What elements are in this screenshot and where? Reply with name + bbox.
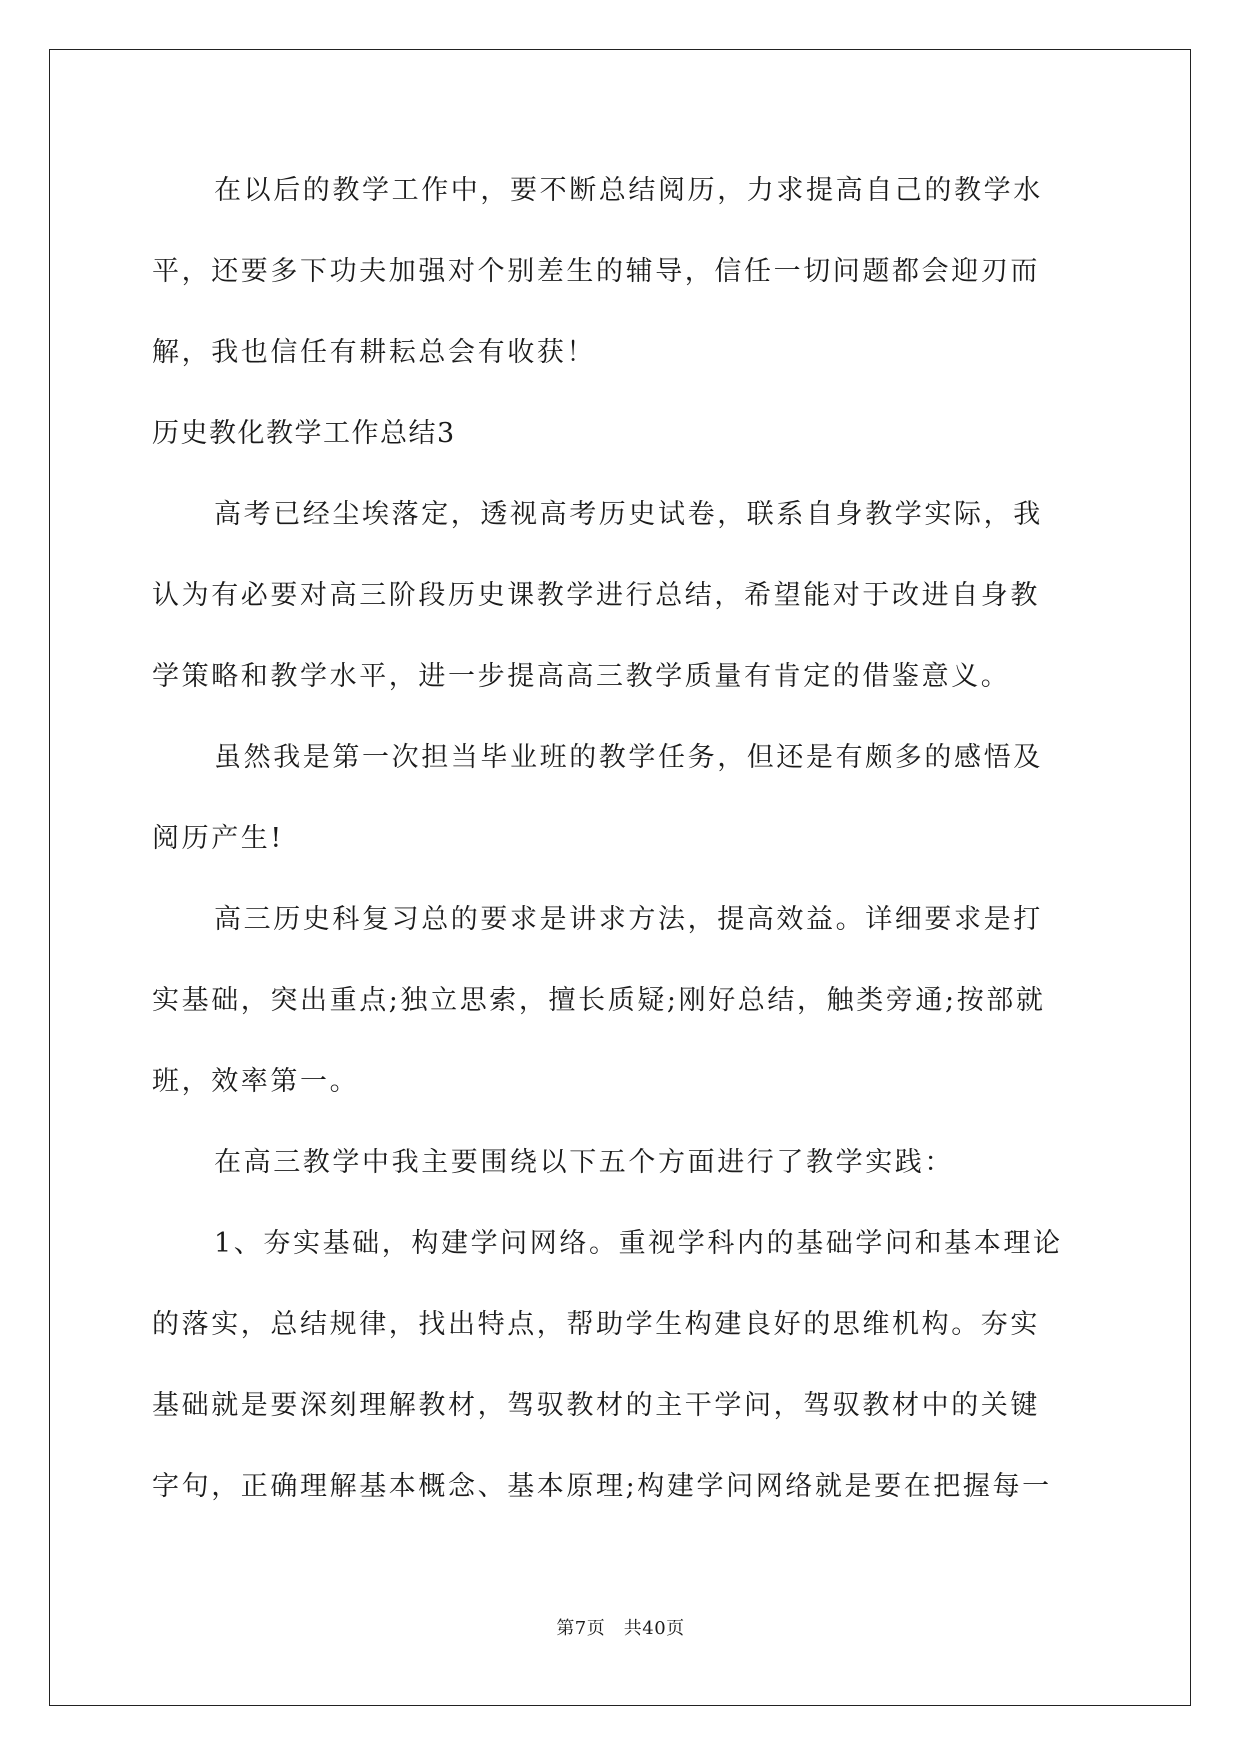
text-line: 班，效率第一。 — [152, 1066, 360, 1097]
section-heading: 历史教化教学工作总结3 — [152, 418, 456, 449]
text-line: 在以后的教学工作中，要不断总结阅历，力求提高自己的教学水 — [214, 175, 1043, 206]
text-line: 虽然我是第一次担当毕业班的教学任务，但还是有颇多的感悟及 — [214, 742, 1043, 773]
text-line: 在高三教学中我主要围绕以下五个方面进行了教学实践： — [214, 1147, 954, 1178]
text-line: 基础就是要深刻理解教材，驾驭教材的主干学问，驾驭教材中的关键 — [152, 1390, 1040, 1421]
text-line: 认为有必要对高三阶段历史课教学进行总结，希望能对于改进自身教 — [152, 580, 1040, 611]
page-border — [49, 49, 1191, 1706]
text-line: 解，我也信任有耕耘总会有收获！ — [152, 337, 596, 368]
text-line: 实基础，突出重点;独立思索，擅长质疑;刚好总结，触类旁通;按部就 — [152, 985, 1046, 1016]
text-line: 高考已经尘埃落定，透视高考历史试卷，联系自身教学实际，我 — [214, 499, 1043, 530]
text-line: 学策略和教学水平，进一步提高高三教学质量有肯定的借鉴意义。 — [152, 661, 1011, 692]
text-line: 阅历产生! — [152, 823, 284, 854]
page-number-footer: 第7页 共40页 — [556, 1618, 685, 1639]
text-line: 高三历史科复习总的要求是讲求方法，提高效益。详细要求是打 — [214, 904, 1043, 935]
text-line: 的落实，总结规律，找出特点，帮助学生构建良好的思维机构。夯实 — [152, 1309, 1040, 1340]
text-line: 平，还要多下功夫加强对个别差生的辅导，信任一切问题都会迎刃而 — [152, 256, 1040, 287]
text-line: 1、夯实基础，构建学问网络。重视学科内的基础学问和基本理论 — [214, 1228, 1063, 1259]
text-line: 字句，正确理解基本概念、基本原理;构建学问网络就是要在把握每一 — [152, 1471, 1052, 1502]
